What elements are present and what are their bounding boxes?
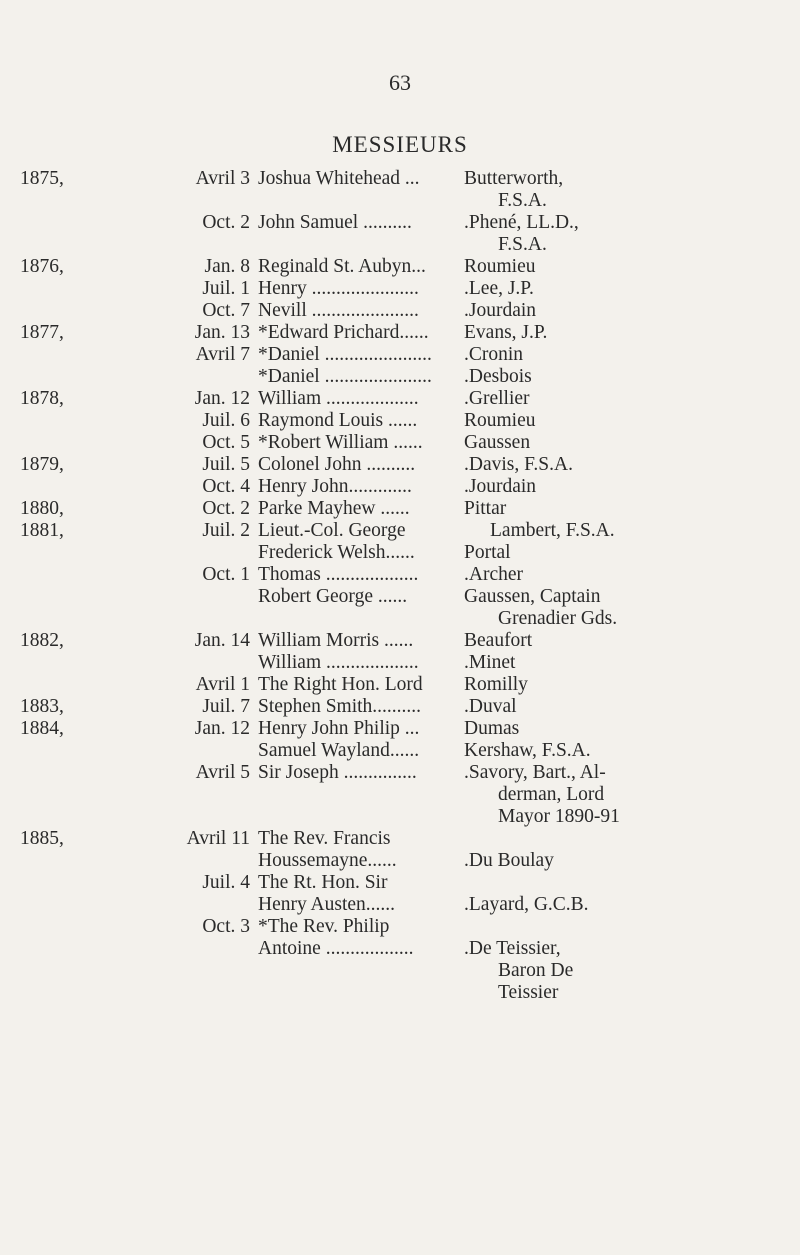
list-item — [0, 872, 800, 894]
entry-surname: Mayor 1890-91 — [498, 806, 620, 827]
entry-surname: .Jourdain — [464, 476, 537, 497]
entry-surname: Gaussen — [464, 432, 531, 453]
entry-given-names: Samuel Wayland...... — [258, 740, 420, 761]
entry-given-names: Robert George ...... — [258, 586, 408, 607]
entry-surname: .Minet — [464, 652, 516, 673]
entry-surname: Baron De — [498, 960, 574, 981]
entry-month-day: Oct. 5 — [202, 432, 250, 453]
list-item — [0, 300, 800, 322]
entry-surname: Kershaw, F.S.A. — [464, 740, 591, 761]
entry-month-day: Oct. 7 — [202, 300, 250, 321]
entry-surname: .Desbois — [464, 366, 532, 387]
entry-given-names: *Daniel ...................... — [258, 366, 432, 387]
entry-year: 1884, — [20, 718, 64, 739]
entry-surname: Gaussen, Captain — [464, 586, 601, 607]
list-item — [0, 586, 800, 608]
list-item — [0, 410, 800, 432]
entry-surname: .Du Boulay — [464, 850, 554, 871]
list-item — [0, 212, 800, 234]
list-item — [0, 806, 800, 828]
entry-month-day: Oct. 4 — [202, 476, 250, 497]
list-item — [0, 278, 800, 300]
entry-month-day: Juil. 2 — [202, 520, 250, 541]
page-heading: MESSIEURS — [332, 132, 468, 157]
entry-year: 1876, — [20, 256, 64, 277]
entry-surname: .Duval — [464, 696, 517, 717]
entry-given-names: The Rt. Hon. Sir — [258, 872, 388, 893]
entry-surname: Lambert, F.S.A. — [490, 520, 615, 541]
list-item — [0, 960, 800, 982]
list-item — [0, 916, 800, 938]
entry-surname: F.S.A. — [498, 234, 547, 255]
entry-surname: .Grellier — [464, 388, 530, 409]
entry-month-day: Juil. 7 — [202, 696, 250, 717]
list-item — [0, 982, 800, 1004]
entry-given-names: *Robert William ...... — [258, 432, 423, 453]
entry-given-names: *The Rev. Philip — [258, 916, 390, 937]
entry-given-names: Frederick Welsh...... — [258, 542, 415, 563]
entry-given-names: Stephen Smith.......... — [258, 696, 422, 717]
entry-year: 1883, — [20, 696, 64, 717]
entry-surname: Beaufort — [464, 630, 533, 651]
list-item — [0, 432, 800, 454]
list-item — [0, 718, 800, 740]
entry-month-day: Jan. 14 — [194, 630, 250, 651]
entry-surname: Pittar — [464, 498, 507, 519]
entry-year: 1880, — [20, 498, 64, 519]
entry-year: 1882, — [20, 630, 64, 651]
entry-given-names: Joshua Whitehead ... — [258, 168, 420, 189]
entry-given-names: Lieut.-Col. George — [258, 520, 406, 541]
entry-surname: Roumieu — [464, 256, 536, 277]
entry-given-names: *Edward Prichard...... — [258, 322, 429, 343]
entries-list — [0, 168, 800, 1004]
entry-given-names: William Morris ...... — [258, 630, 414, 651]
list-item — [0, 498, 800, 520]
page-number: 63 — [389, 70, 411, 95]
list-item — [0, 388, 800, 410]
entry-surname: Dumas — [464, 718, 520, 739]
list-item — [0, 322, 800, 344]
entry-month-day: Oct. 2 — [202, 212, 250, 233]
entry-month-day: Jan. 13 — [194, 322, 250, 343]
entry-year: 1878, — [20, 388, 64, 409]
entry-surname: Roumieu — [464, 410, 536, 431]
entry-year: 1877, — [20, 322, 64, 343]
entry-surname: derman, Lord — [498, 784, 605, 805]
list-item — [0, 652, 800, 674]
entry-given-names: The Rev. Francis — [258, 828, 391, 849]
list-item — [0, 828, 800, 850]
entry-month-day: Oct. 1 — [202, 564, 250, 585]
entry-month-day: Jan. 8 — [204, 256, 250, 277]
entry-month-day: Avril 1 — [195, 674, 250, 695]
list-item — [0, 740, 800, 762]
entry-month-day: Jan. 12 — [194, 388, 250, 409]
list-item — [0, 366, 800, 388]
entry-given-names: Nevill ...................... — [258, 300, 419, 321]
entry-given-names: Antoine .................. — [258, 938, 414, 959]
entry-given-names: The Right Hon. Lord — [258, 674, 423, 695]
entry-surname: .De Teissier, — [464, 938, 561, 959]
entry-month-day: Oct. 2 — [202, 498, 250, 519]
list-item — [0, 674, 800, 696]
entry-given-names: Raymond Louis ...... — [258, 410, 418, 431]
entry-given-names: Houssemayne...... — [258, 850, 397, 871]
entry-surname: Portal — [464, 542, 511, 563]
list-item — [0, 520, 800, 542]
list-item — [0, 454, 800, 476]
entry-month-day: Oct. 3 — [202, 916, 250, 937]
entry-month-day: Jan. 12 — [194, 718, 250, 739]
entry-surname: .Davis, F.S.A. — [464, 454, 573, 475]
entry-surname: Grenadier Gds. — [498, 608, 618, 629]
entry-given-names: Sir Joseph ............... — [258, 762, 417, 783]
entry-month-day: Avril 5 — [195, 762, 250, 783]
list-item — [0, 762, 800, 784]
entry-surname: .Savory, Bart., Al- — [464, 762, 606, 783]
entry-given-names: Colonel John .......... — [258, 454, 416, 475]
entry-surname: .Layard, G.C.B. — [464, 894, 589, 915]
entry-surname: F.S.A. — [498, 190, 547, 211]
entry-given-names: Henry Austen...... — [258, 894, 396, 915]
entry-given-names: Thomas ................... — [258, 564, 419, 585]
entry-year: 1885, — [20, 828, 64, 849]
list-item — [0, 894, 800, 916]
list-item — [0, 850, 800, 872]
list-item — [0, 256, 800, 278]
list-item — [0, 476, 800, 498]
entry-given-names: John Samuel .......... — [258, 212, 412, 233]
list-item — [0, 234, 800, 256]
entry-given-names: Henry John............. — [258, 476, 412, 497]
list-item — [0, 784, 800, 806]
entry-given-names: Henry ...................... — [258, 278, 419, 299]
list-item — [0, 696, 800, 718]
list-item — [0, 630, 800, 652]
entry-surname: .Phené, LL.D., — [464, 212, 579, 233]
list-item — [0, 564, 800, 586]
entry-given-names: William ................... — [258, 652, 419, 673]
entry-year: 1879, — [20, 454, 64, 475]
entry-given-names: Henry John Philip ... — [258, 718, 420, 739]
entry-given-names: Parke Mayhew ...... — [258, 498, 410, 519]
entry-month-day: Juil. 5 — [202, 454, 250, 475]
list-item — [0, 938, 800, 960]
entry-month-day: Juil. 1 — [202, 278, 250, 299]
entry-month-day: Avril 7 — [195, 344, 250, 365]
entry-surname: .Archer — [464, 564, 524, 585]
entry-year: 1881, — [20, 520, 64, 541]
entry-surname: .Cronin — [464, 344, 524, 365]
list-item — [0, 608, 800, 630]
list-item — [0, 542, 800, 564]
entry-month-day: Juil. 4 — [202, 872, 250, 893]
entry-month-day: Avril 11 — [186, 828, 250, 849]
entry-month-day: Juil. 6 — [202, 410, 250, 431]
entry-surname: Butterworth, — [464, 168, 564, 189]
entry-given-names: *Daniel ...................... — [258, 344, 432, 365]
entry-surname: .Jourdain — [464, 300, 537, 321]
entry-surname: Evans, J.P. — [464, 322, 548, 343]
entry-surname: .Lee, J.P. — [464, 278, 534, 299]
list-item — [0, 344, 800, 366]
entry-year: 1875, — [20, 168, 64, 189]
list-item — [0, 168, 800, 190]
list-item — [0, 190, 800, 212]
entry-surname: Romilly — [464, 674, 528, 695]
entry-given-names: William ................... — [258, 388, 419, 409]
entry-surname: Teissier — [498, 982, 559, 1003]
entry-month-day: Avril 3 — [195, 168, 250, 189]
entry-given-names: Reginald St. Aubyn... — [258, 256, 426, 277]
